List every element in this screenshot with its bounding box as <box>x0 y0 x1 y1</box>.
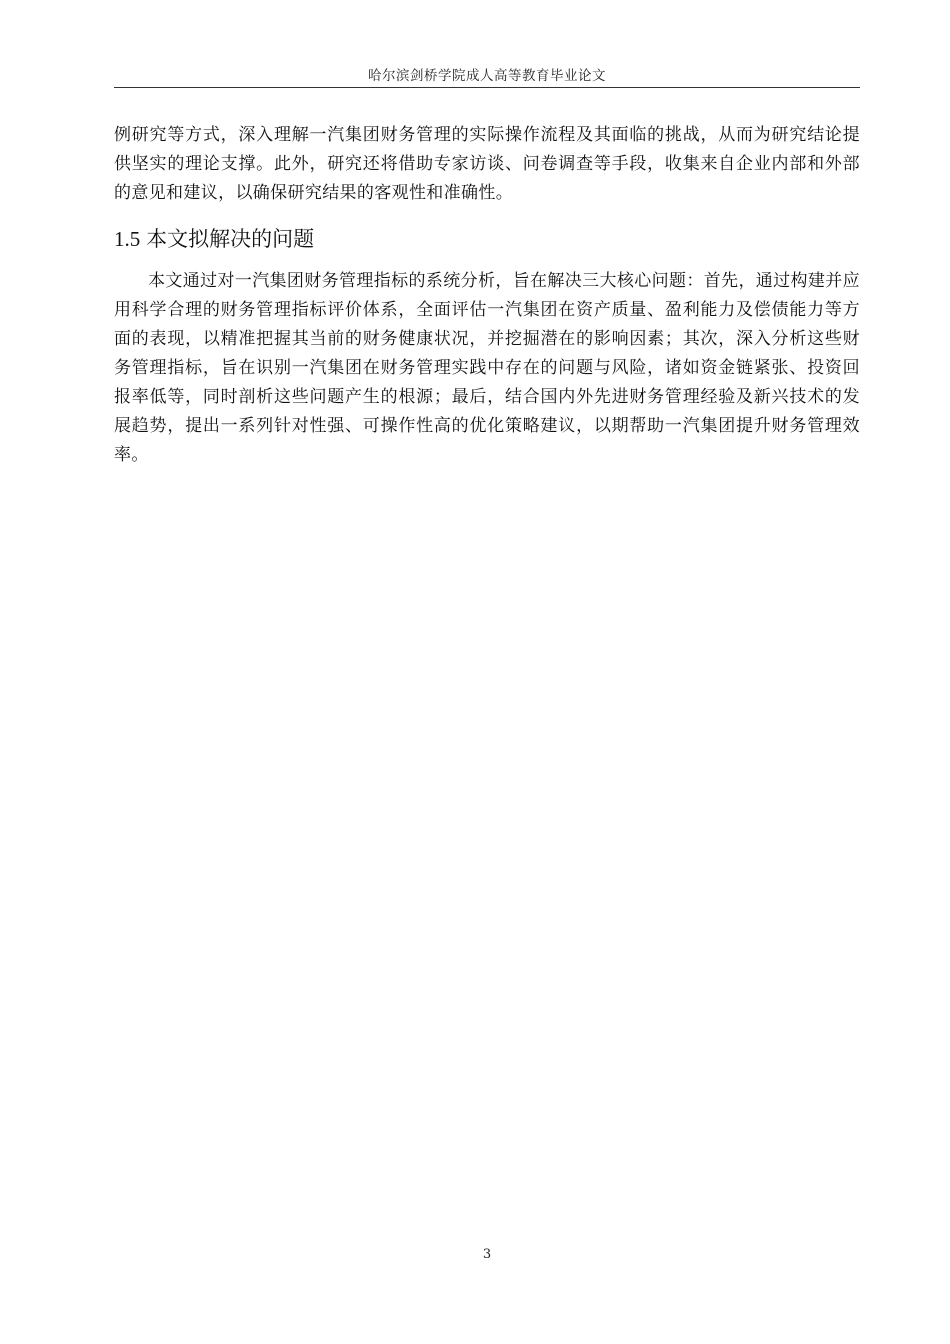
section-number: 1.5 <box>114 227 141 251</box>
section-title: 本文拟解决的问题 <box>146 228 315 251</box>
paragraph-continued: 例研究等方式，深入理解一汽集团财务管理的实际操作流程及其面临的挑战，从而为研究结论提供坚实的理论支撑。此外，研究还将借助专家访谈、问卷调查等手段，收集来自企业内部和外部的意见和建议，以确保研究结果的客观性和准确性。 <box>114 125 860 203</box>
page-number: 3 <box>482 1247 492 1262</box>
header-divider <box>114 87 860 88</box>
section-heading <box>114 221 860 258</box>
paragraph-main: 本文通过对一汽集团财务管理指标的系统分析，旨在解决三大核心问题：首先，通过构建并应用科学合理的财务管理指标评价体系，全面评估一汽集团在资产质量、盈利能力及偿债能力等方面的表现，以精准把握其当前的财务健康状况，并挖掘潜在的影响因素；其次，深入分析这些财务管理指标，旨在识别一汽集团在财务管理实践中存在的问题与风险，诸如资金链紧张、投资回报率低等，同时剖析这些问题产生的根源；最后，结合国内外先进财务管理经验及新兴技术的发展趋势，提出一系列针对性强、可操作性高的优化策略建议，以期帮助一汽集团提升财务管理效率。 <box>114 271 860 465</box>
page-header: 哈尔滨剑桥学院成人高等教育毕业论文 <box>368 68 606 84</box>
